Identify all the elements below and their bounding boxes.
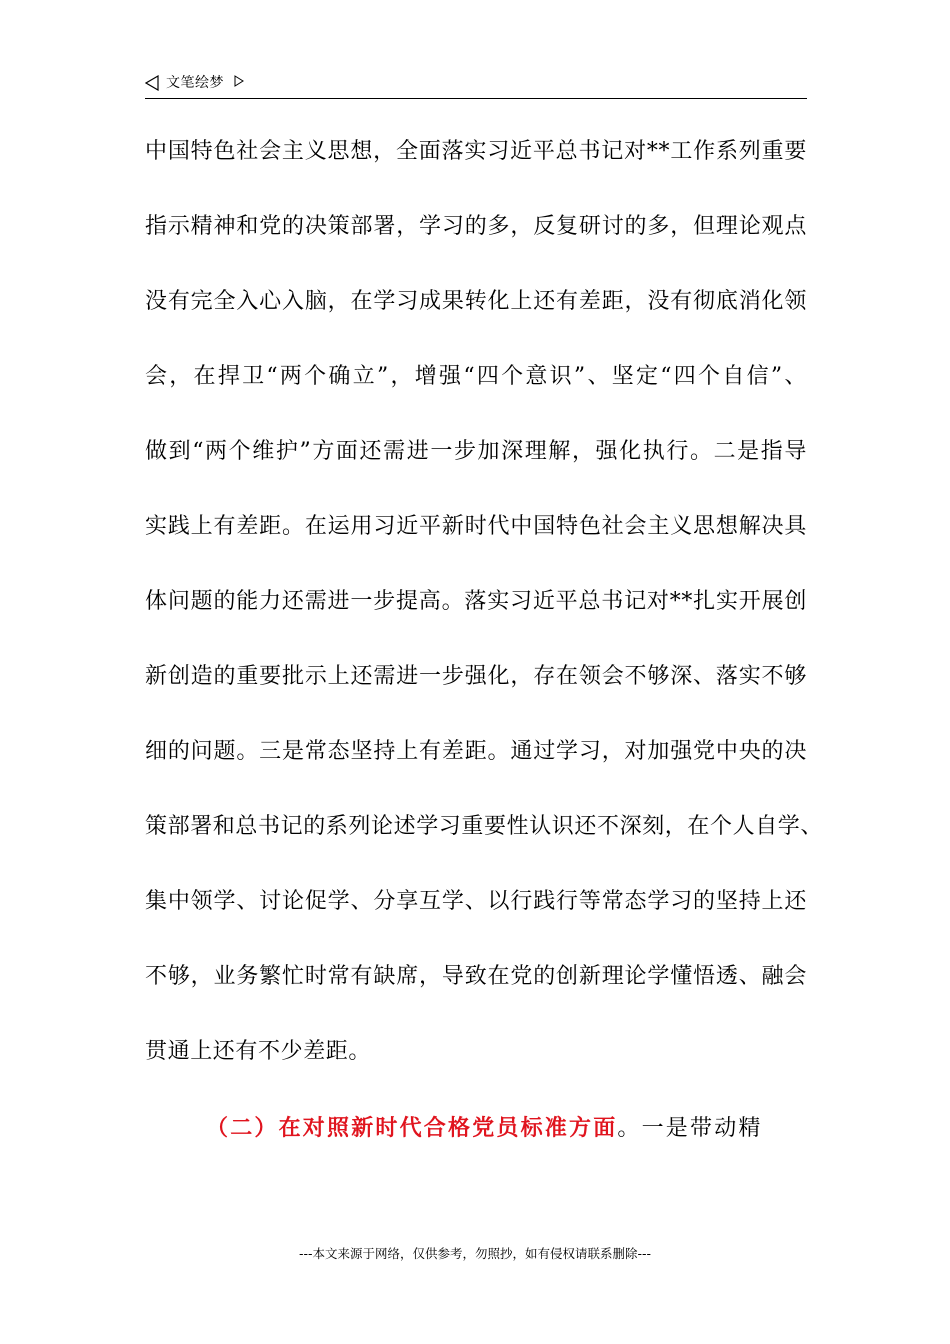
paragraph-line: 中国特色社会主义思想，全面落实习近平总书记对**工作系列重要: [145, 139, 807, 164]
subheading-title: （二）在对照新时代合格党员标准方面: [206, 1115, 618, 1141]
paragraph-line: 不够，业务繁忙时常有缺席，导致在党的创新理论学懂悟透、融会: [145, 964, 807, 989]
document-body: [145, 130, 824, 1105]
page-footer: ---本文来源于网络，仅供参考，勿照抄，如有侵权请联系删除---: [298, 1246, 652, 1261]
triangle-right-outline-icon: [234, 75, 244, 87]
paragraph-line-last: 贯通上还有不少差距。: [145, 1039, 372, 1064]
triangle-left-outline-icon: [145, 75, 159, 91]
paragraph-line: 新创造的重要批示上还需进一步强化，存在领会不够深、落实不够: [145, 664, 807, 689]
paragraph-line: 策部署和总书记的系列论述学习重要性认识还不深刻，在个人自学、: [145, 814, 824, 839]
paragraph-line: 细的问题。三是常态坚持上有差距。通过学习，对加强党中央的决: [145, 739, 807, 764]
header-title: 文笔绘梦: [166, 75, 224, 91]
paragraph-line: 集中领学、讨论促学、分享互学、以行践行等常态学习的坚持上还: [145, 889, 807, 914]
paragraph-line: 指示精神和党的决策部署，学习的多，反复研讨的多，但理论观点: [145, 214, 807, 239]
paragraph-line: 没有完全入心入脑，在学习成果转化上还有差距，没有彻底消化领: [145, 289, 807, 314]
paragraph-line: 会，在捍卫“两个确立”，增强“四个意识”、坚定“四个自信”、: [145, 364, 807, 389]
paragraph-line: 体问题的能力还需进一步提高。落实习近平总书记对**扎实开展创: [145, 589, 807, 614]
subheading-continuation: 。一是带动精: [617, 1116, 763, 1141]
paragraph-line: 实践上有差距。在运用习近平新时代中国特色社会主义思想解决具: [145, 514, 807, 539]
paragraph-line: 做到“两个维护”方面还需进一步加深理解，强化执行。二是指导: [145, 439, 807, 464]
section-subheading: [206, 1106, 763, 1151]
page-header: [145, 72, 807, 99]
